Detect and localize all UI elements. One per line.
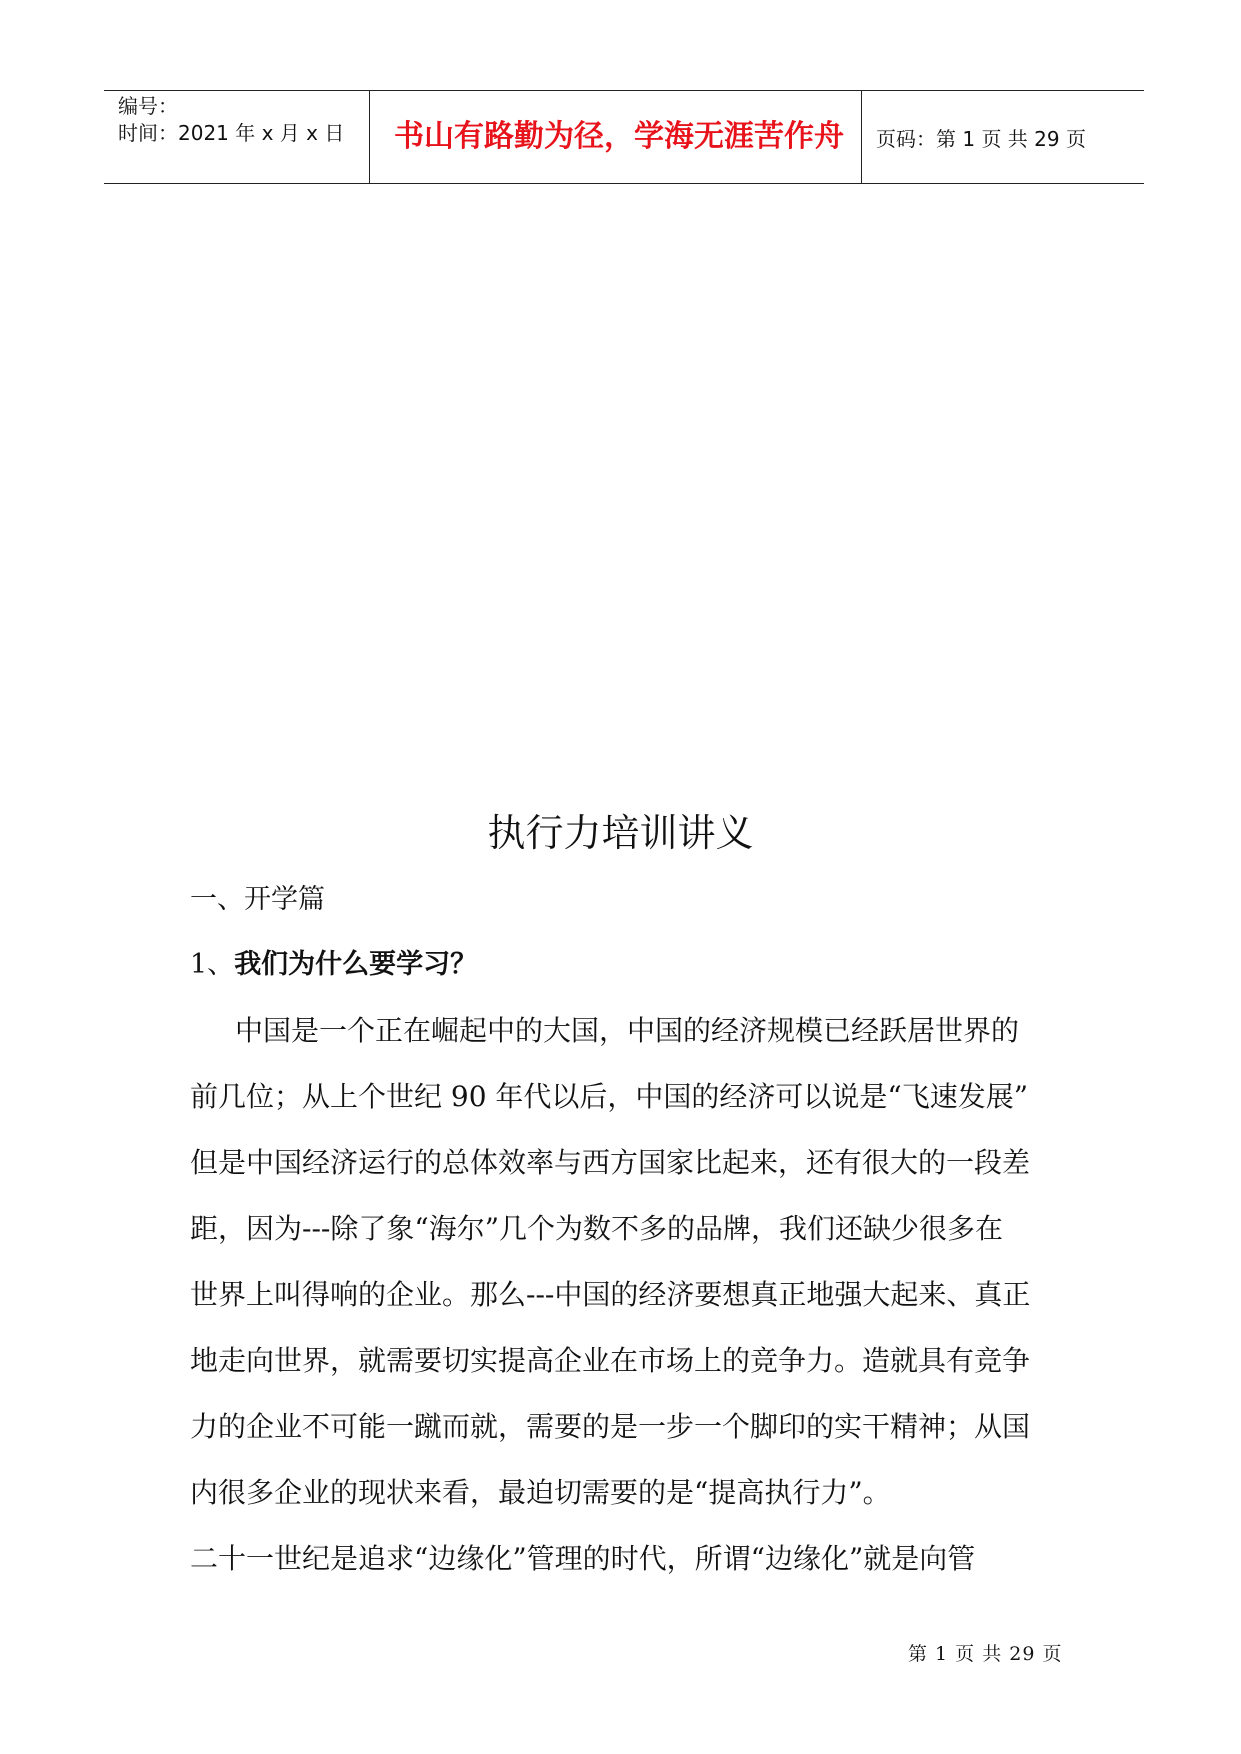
question-heading — [190, 945, 477, 985]
paragraph-line: 世界上叫得响的企业。那么---中国的经济要想真正地强大起来、真正 — [190, 1278, 1031, 1311]
footer-page-number: 第 1 页 共 29 页 — [908, 1643, 1063, 1665]
body-paragraph — [190, 998, 1070, 1592]
date-label: 时间：2021 年 x 月 x 日 — [118, 121, 345, 145]
section-heading: 一、开学篇 — [190, 884, 325, 915]
header-motto: 书山有路勤为径，学海无涯苦作舟 — [394, 119, 844, 154]
paragraph-line: 中国是一个正在崛起中的大国，中国的经济规模已经跃居世界的 — [235, 1014, 1020, 1047]
header-divider-right — [861, 90, 862, 183]
paragraph-line: 内很多企业的现状来看，最迫切需要的是“提高执行力”。 — [190, 1476, 891, 1509]
paragraph-line: 地走向世界，就需要切实提高企业在市场上的竞争力。造就具有竞争 — [190, 1344, 1031, 1377]
header-divider-left — [369, 90, 370, 183]
paragraph-line: 前几位；从上个世纪 90 年代以后，中国的经济可以说是“飞速发展” — [190, 1080, 1029, 1113]
serial-number-label: 编号： — [118, 94, 178, 118]
paragraph-line: 但是中国经济运行的总体效率与西方国家比起来，还有很大的一段差 — [190, 1146, 1031, 1179]
question-text: 我们为什么要学习？ — [234, 949, 478, 980]
paragraph-line: 距，因为---除了象“海尔”几个为数不多的品牌，我们还缺少很多在 — [190, 1212, 1004, 1245]
paragraph-line: 二十一世纪是追求“边缘化”管理的时代，所谓“边缘化”就是向管 — [190, 1542, 976, 1575]
page-count-label: 页码：第 1 页 共 29 页 — [876, 127, 1086, 151]
question-number: 1、 — [190, 949, 235, 980]
document-title: 执行力培训讲义 — [487, 811, 754, 855]
header-bottom-rule — [104, 183, 1144, 184]
paragraph-line: 力的企业不可能一蹴而就，需要的是一步一个脚印的实干精神；从国 — [190, 1410, 1031, 1443]
header-top-rule — [104, 90, 1144, 91]
